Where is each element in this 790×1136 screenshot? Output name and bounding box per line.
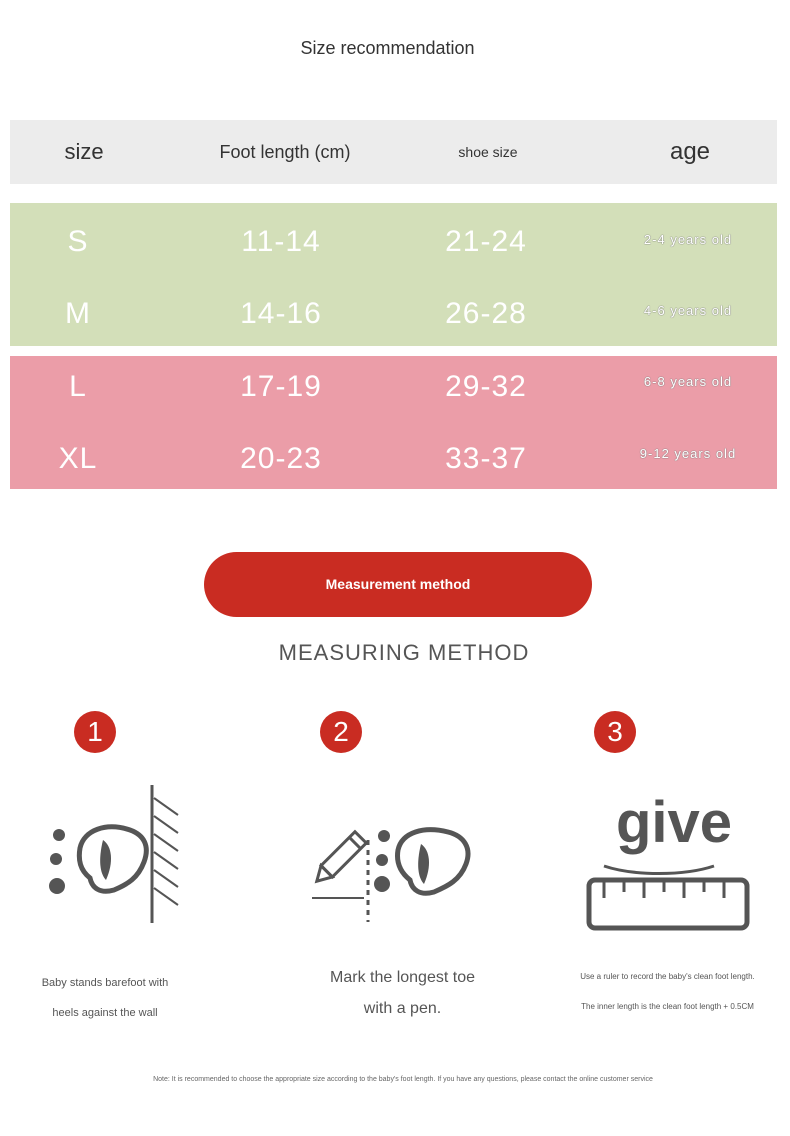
cell-shoe-size: 21-24: [445, 225, 527, 258]
step-3-caption: Use a ruler to record the baby's clean foot length. The inner length is the clean foot length + 0.5CM: [580, 972, 755, 1011]
cell-age: 9-12 years old: [639, 446, 737, 461]
measurement-method-button[interactable]: Measurement method: [204, 552, 592, 617]
section-title: MEASURING METHOD: [278, 640, 530, 665]
cell-age: 4-6 years old: [643, 303, 733, 318]
table-row: [10, 206, 777, 278]
size-group-large: [10, 356, 777, 489]
pen-mark-toe-icon: [308, 820, 478, 930]
table-row: [10, 278, 777, 350]
cell-shoe-size: 29-32: [445, 370, 527, 403]
cell-shoe-size: 26-28: [445, 297, 527, 330]
cell-foot-length: 17-19: [240, 370, 322, 403]
step-3-badge: 3: [594, 711, 636, 753]
cell-foot-length: 20-23: [240, 442, 322, 475]
cell-age: 6-8 years old: [643, 374, 733, 389]
footer-note: Note: It is recommended to choose the appropriate size according to the baby's foot length. If you have any questions, please contact the online customer service: [153, 1076, 653, 1083]
cell-foot-length: 11-14: [241, 225, 321, 258]
header-age: age: [669, 138, 711, 165]
ruler-icon: [584, 860, 754, 940]
size-table-header: [10, 120, 777, 184]
header-foot-length: Foot length (cm): [219, 142, 351, 162]
cell-age: 2-4 years old: [643, 232, 733, 247]
step-1-caption: Baby stands barefoot with heels against the wall: [41, 977, 169, 1019]
cell-size: S: [67, 225, 89, 258]
cell-size: XL: [58, 442, 98, 475]
cell-size: L: [69, 370, 87, 403]
table-row: [10, 423, 777, 495]
step-1-badge: 1: [74, 711, 116, 753]
page-title: Size recommendation: [300, 38, 475, 58]
cell-foot-length: 14-16: [240, 297, 322, 330]
cell-shoe-size: 33-37: [445, 442, 527, 475]
table-row: [10, 351, 777, 423]
foot-against-wall-icon: [40, 780, 190, 930]
step-2-caption: Mark the longest toe with a pen.: [330, 969, 475, 1017]
header-size: size: [64, 139, 104, 164]
step-2-badge: 2: [320, 711, 362, 753]
cell-size: M: [65, 297, 91, 330]
ruler-label: give: [616, 790, 733, 855]
size-group-small: [10, 203, 777, 346]
header-shoe-size: shoe size: [458, 144, 518, 160]
